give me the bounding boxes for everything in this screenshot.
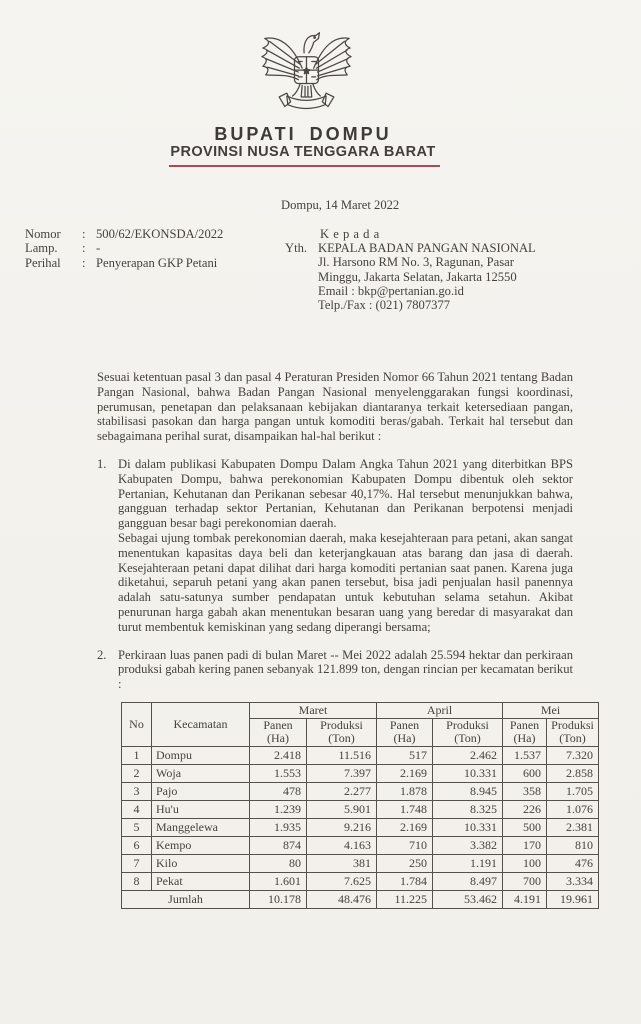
total-value: 4.191: [503, 890, 547, 908]
cell-value: 7.320: [547, 746, 599, 764]
col-header-mei: Mei: [503, 702, 599, 718]
meta-label: Nomor: [25, 227, 61, 241]
cell-value: 1.537: [503, 746, 547, 764]
cell-value: 478: [250, 782, 307, 800]
header-unit: (Ton): [328, 731, 355, 746]
cell-value: 11.516: [307, 746, 377, 764]
cell-value: 3.382: [433, 836, 503, 854]
cell-no: 5: [122, 818, 152, 836]
cell-value: 1.705: [547, 782, 599, 800]
cell-value: 1.784: [377, 872, 433, 890]
cell-value: 381: [307, 854, 377, 872]
cell-no: 4: [122, 800, 152, 818]
cell-no: 7: [122, 854, 152, 872]
cell-kecamatan: Kempo: [152, 836, 250, 854]
cell-value: 7.625: [307, 872, 377, 890]
cell-no: 3: [122, 782, 152, 800]
col-header-panen: [503, 718, 547, 746]
list-item-number: 2.: [97, 647, 107, 662]
cell-value: 4.163: [307, 836, 377, 854]
cell-kecamatan: Woja: [152, 764, 250, 782]
cell-value: 358: [503, 782, 547, 800]
header-word: Produksi: [551, 718, 594, 732]
cell-value: 2.169: [377, 764, 433, 782]
cell-value: 2.418: [250, 746, 307, 764]
cell-value: 600: [503, 764, 547, 782]
cell-no: 8: [122, 872, 152, 890]
total-value: 10.178: [250, 890, 307, 908]
cell-value: 2.858: [547, 764, 599, 782]
recipient-email: Email : bkp@pertanian.go.id: [318, 283, 464, 298]
cell-value: 2.277: [307, 782, 377, 800]
item1-paragraph-a: Di dalam publikasi Kabupaten Dompu Dalam Angka Tahun 2021 yang diterbitkan BPS Kabupaten Dompu, bahwa perekonomian Kabupaten Dompu dibentuk oleh sektor Pertanian, Kehutanan dan Perikanan sebesar 40,17%. Hal tersebut menunjukkan bahwa, gangguan terhadap sektor Pertanian, Kehutanan dan Perikanan berpotensi menjadi gangguan besar bagi perekonomian daerah.: [118, 456, 573, 531]
cell-value: 810: [547, 836, 599, 854]
meta-colon: :: [82, 227, 86, 241]
cell-value: 517: [377, 746, 433, 764]
cell-value: 10.331: [433, 764, 503, 782]
list-item-2: [97, 647, 594, 909]
header-unit: (Ha): [513, 731, 536, 746]
cell-value: 8.325: [433, 800, 503, 818]
cell-value: 2.462: [433, 746, 503, 764]
cell-value: 100: [503, 854, 547, 872]
cell-value: 1.553: [250, 764, 307, 782]
header-word: Produksi: [320, 718, 363, 732]
cell-kecamatan: Pekat: [152, 872, 250, 890]
letterhead-rule: [169, 165, 440, 167]
col-header-kecamatan: Kecamatan: [152, 702, 250, 746]
col-header-produksi: [433, 718, 503, 746]
col-header-maret: Maret: [250, 702, 377, 718]
total-value: 11.225: [377, 890, 433, 908]
meta-value: Penyerapan GKP Petani: [96, 255, 218, 270]
header-unit: (Ha): [267, 731, 289, 746]
cell-value: 2.381: [547, 818, 599, 836]
meta-value: 500/62/EKONSDA/2022: [96, 227, 224, 241]
cell-value: 226: [503, 800, 547, 818]
col-header-panen: [377, 718, 433, 746]
recipient-yth: Yth.: [285, 241, 308, 256]
col-header-produksi: [547, 718, 599, 746]
list-item-body: [118, 647, 594, 909]
cell-value: 170: [503, 836, 547, 854]
cell-value: 5.901: [307, 800, 377, 818]
header-unit: (Ha): [393, 731, 416, 746]
cell-value: 874: [250, 836, 307, 854]
cell-kecamatan: Kilo: [152, 854, 250, 872]
cell-no: 2: [122, 764, 152, 782]
cell-value: 10.331: [433, 818, 503, 836]
recipient-kepada: K e p a d a: [320, 227, 380, 241]
meta-label: Perihal: [25, 255, 61, 270]
table-header-row-months: [122, 702, 599, 718]
table-row: [122, 836, 599, 854]
total-value: 48.476: [307, 890, 377, 908]
cell-kecamatan: Hu'u: [152, 800, 250, 818]
letterhead-title: BUPATI DOMPU: [214, 124, 392, 144]
cell-value: 710: [377, 836, 433, 854]
col-header-no: No: [122, 702, 152, 746]
table-row: [122, 782, 599, 800]
col-header-april: April: [377, 702, 503, 718]
col-header-panen: [250, 718, 307, 746]
recipient-name: KEPALA BADAN PANGAN NASIONAL: [318, 241, 536, 256]
harvest-table: [121, 702, 599, 909]
cell-value: 2.169: [377, 818, 433, 836]
recipient-yth-row: [285, 241, 595, 255]
cell-value: 500: [503, 818, 547, 836]
cell-value: 476: [547, 854, 599, 872]
table-row: [122, 764, 599, 782]
meta-row-lamp: [25, 241, 223, 255]
cell-value: 1.878: [377, 782, 433, 800]
garuda-pancasila-emblem-icon: [258, 26, 354, 120]
cell-value: 80: [250, 854, 307, 872]
cell-value: 1.076: [547, 800, 599, 818]
table-row: [122, 854, 599, 872]
cell-value: 7.397: [307, 764, 377, 782]
header-word: Panen: [263, 718, 293, 732]
cell-value: 3.334: [547, 872, 599, 890]
table-total-row: [122, 890, 599, 908]
total-value: 53.462: [433, 890, 503, 908]
recipient-phone: Telp./Fax : (021) 7807377: [318, 298, 451, 313]
item1-paragraph-b: Sebagai ujung tombak perekonomian daerah, maka kesejahteraan para petani, akan sangat menentukan kapasitas daya beli dan keterjangkauan atas barang dan jasa di daerah. Kesejahteraan petani dapat dilihat dari harga komoditi pertanian saat panen. Karena juga diketahui, separuh petani yang akan panen tersebut, bisa jadi penjualan hasil panennya adalah satu-satunya sumber pendapatan untuk kebutuhan selama setahun. Akibat penurunan harga gabah akan menentukan besaran uang yang beredar di masyarakat dan turut membentuk kemiskinan yang sedang diperangi bersama;: [118, 530, 573, 634]
header-word: Panen: [389, 718, 420, 732]
header-word: Produksi: [446, 718, 489, 732]
cell-value: 700: [503, 872, 547, 890]
list-item-1: [97, 457, 573, 635]
cell-value: 1.601: [250, 872, 307, 890]
meta-label: Lamp.: [25, 241, 58, 256]
meta-value: -: [96, 241, 101, 256]
list-item-body: [118, 457, 573, 635]
cell-kecamatan: Dompu: [152, 746, 250, 764]
cell-no: 6: [122, 836, 152, 854]
list-item-number: 1.: [97, 456, 107, 471]
recipient-address-line: Minggu, Jakarta Selatan, Jakarta 12550: [318, 269, 517, 284]
meta-row-nomor: [25, 227, 223, 241]
cell-value: 1.748: [377, 800, 433, 818]
header-unit: (Ton): [454, 731, 481, 746]
cell-kecamatan: Manggelewa: [152, 818, 250, 836]
total-label: Jumlah: [122, 890, 250, 908]
cell-value: 250: [377, 854, 433, 872]
cell-no: 1: [122, 746, 152, 764]
meta-colon: :: [82, 255, 86, 270]
cell-value: 8.945: [433, 782, 503, 800]
meta-colon: :: [82, 241, 86, 256]
letter-date: Dompu, 14 Maret 2022: [281, 198, 400, 212]
cell-value: 1.239: [250, 800, 307, 818]
item2-paragraph: Perkiraan luas panen padi di bulan Maret -- Mei 2022 adalah 25.594 hektar dan perkiraan produksi gabah kering panen sebanyak 121.899 ton, dengan rincian per kecamatan berikut :: [118, 647, 573, 692]
cell-value: 8.497: [433, 872, 503, 890]
letter-body: [97, 370, 594, 909]
table-row: [122, 800, 599, 818]
letter-meta-block: [25, 227, 223, 270]
letterhead-subtitle: PROVINSI NUSA TENGGARA BARAT: [170, 144, 436, 160]
header-word: Panen: [509, 718, 540, 732]
cell-value: 9.216: [307, 818, 377, 836]
cell-kecamatan: Pajo: [152, 782, 250, 800]
opening-paragraph: Sesuai ketentuan pasal 3 dan pasal 4 Peraturan Presiden Nomor 66 Tahun 2021 tentang Badan Pangan Nasional, bahwa Badan Pangan Nasional menyelenggarakan fungsi koordinasi, perumusan, penetapan dan pelaksanaan kebijakan diantaranya terkait ketersediaan pangan, stabilisasi pasokan dan harga pangan untuk komoditi beras/gabah. Terkait hal tersebut dan sebagaimana perihal surat, disampaikan hal-hal berikut :: [97, 370, 573, 444]
meta-row-perihal: [25, 256, 223, 270]
recipient-address-line: Jl. Harsono RM No. 3, Ragunan, Pasar: [318, 255, 514, 270]
table-row: [122, 818, 599, 836]
total-value: 19.961: [547, 890, 599, 908]
table-row: [122, 872, 599, 890]
col-header-produksi: [307, 718, 377, 746]
cell-value: 1.191: [433, 854, 503, 872]
recipient-block: [285, 227, 595, 312]
table-row: [122, 746, 599, 764]
cell-value: 1.935: [250, 818, 307, 836]
header-unit: (Ton): [559, 731, 586, 746]
